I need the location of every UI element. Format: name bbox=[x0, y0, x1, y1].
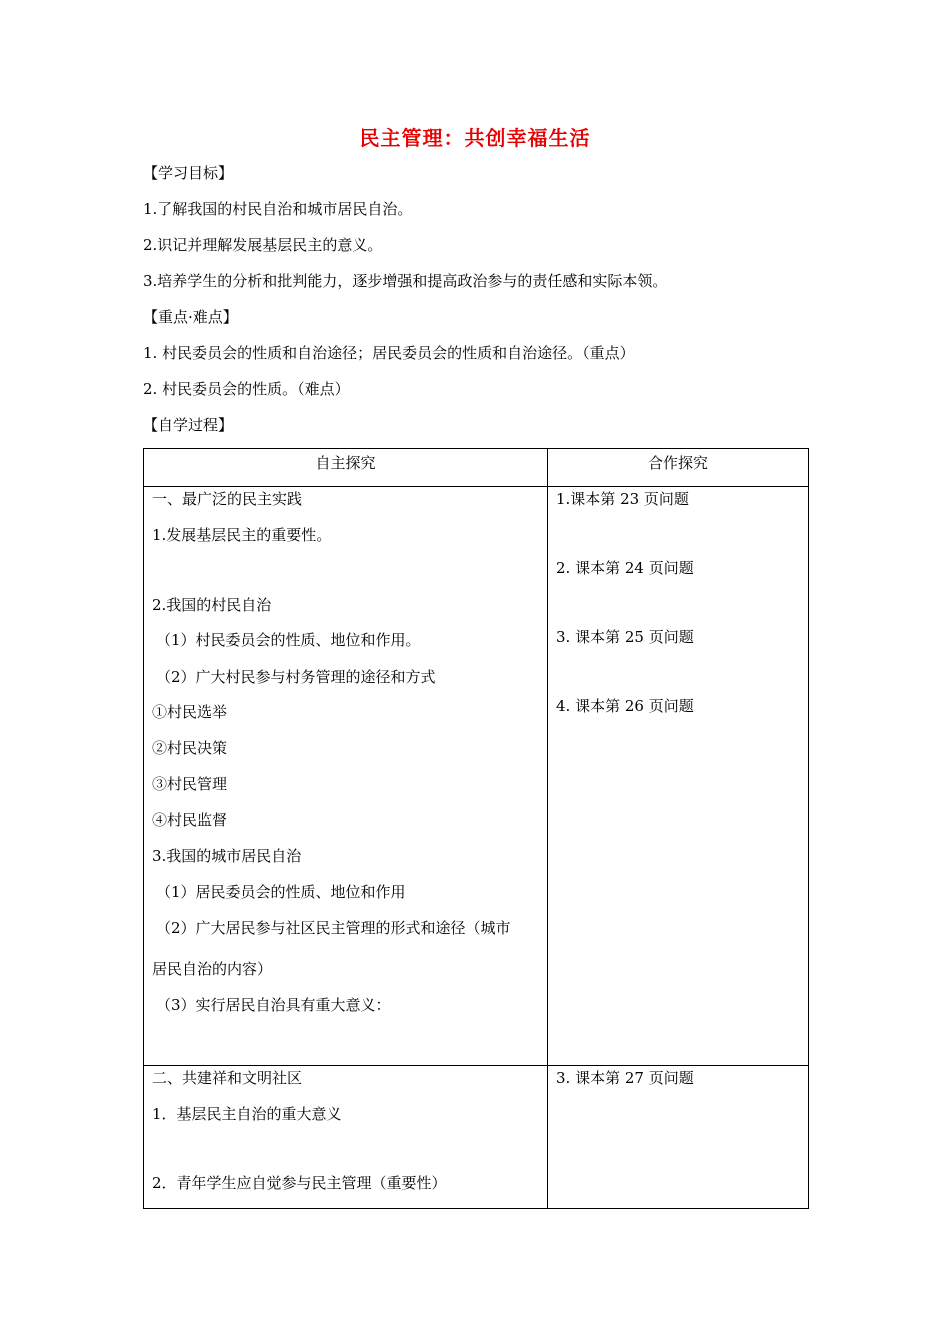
list-item: ①村民选举 bbox=[152, 703, 228, 721]
table-header-row bbox=[144, 449, 809, 487]
row2-right-cell bbox=[548, 1066, 809, 1209]
row1-left-cell bbox=[144, 487, 548, 1066]
list-item: （3）实行居民自治具有重大意义： bbox=[156, 996, 391, 1014]
objective-2: 2.识记并理解发展基层民主的意义。 bbox=[143, 236, 383, 254]
list-item: 4. 课本第 26 页问题 bbox=[556, 697, 694, 715]
list-item: 居民自治的内容） bbox=[152, 960, 273, 978]
list-item: 2. 课本第 24 页问题 bbox=[556, 559, 694, 577]
header-self-study: 自主探究 bbox=[144, 449, 548, 487]
list-item: ③村民管理 bbox=[152, 775, 228, 793]
list-item: 3. 课本第 25 页问题 bbox=[556, 628, 694, 646]
list-item: （2）广大村民参与村务管理的途径和方式 bbox=[156, 668, 436, 686]
key-point-2: 2. 村民委员会的性质。（难点） bbox=[143, 380, 350, 398]
list-item: 一、最广泛的民主实践 bbox=[152, 490, 303, 508]
list-item: 3.我国的城市居民自治 bbox=[152, 847, 302, 865]
list-item: 1.课本第 23 页问题 bbox=[556, 490, 689, 508]
objectives-header: 【学习目标】 bbox=[143, 164, 234, 182]
key-points-header: 【重点·难点】 bbox=[143, 308, 238, 326]
list-item: 1．基层民主自治的重大意义 bbox=[152, 1105, 342, 1123]
objective-3: 3.培养学生的分析和批判能力，逐步增强和提高政治参与的责任感和实际本领。 bbox=[143, 272, 668, 290]
list-item: （1）村民委员会的性质、地位和作用。 bbox=[156, 631, 421, 649]
list-item: 2．青年学生应自觉参与民主管理（重要性） bbox=[152, 1174, 447, 1192]
list-item: 3. 课本第 27 页问题 bbox=[556, 1069, 694, 1087]
objective-1: 1.了解我国的村民自治和城市居民自治。 bbox=[143, 200, 413, 218]
header-cooperative-study: 合作探究 bbox=[548, 449, 809, 487]
page-title: 民主管理：共创幸福生活 bbox=[359, 126, 591, 150]
list-item: 2.我国的村民自治 bbox=[152, 596, 272, 614]
list-item: 二、共建祥和文明社区 bbox=[152, 1069, 303, 1087]
key-point-1: 1. 村民委员会的性质和自治途径；居民委员会的性质和自治途径。（重点） bbox=[143, 344, 635, 362]
study-table bbox=[143, 448, 809, 1209]
list-item: （1）居民委员会的性质、地位和作用 bbox=[156, 883, 406, 901]
row2-left-cell bbox=[144, 1066, 548, 1209]
list-item: （2）广大居民参与社区民主管理的形式和途径（城市 bbox=[156, 919, 511, 937]
table-row bbox=[144, 487, 809, 1066]
list-item: ②村民决策 bbox=[152, 739, 228, 757]
row1-right-cell bbox=[548, 487, 809, 1066]
table-row bbox=[144, 1066, 809, 1209]
list-item: ④村民监督 bbox=[152, 811, 228, 829]
process-header: 【自学过程】 bbox=[143, 416, 234, 434]
list-item: 1.发展基层民主的重要性。 bbox=[152, 526, 332, 544]
